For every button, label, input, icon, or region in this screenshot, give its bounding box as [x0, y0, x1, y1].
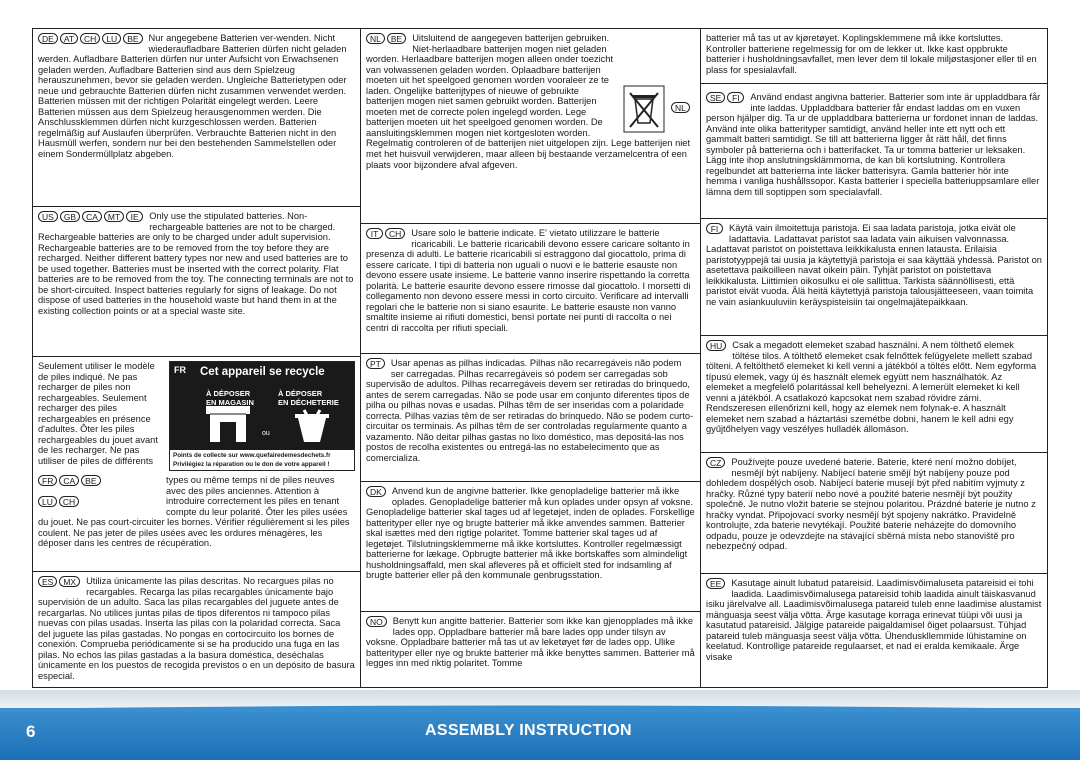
section-no-continued — [701, 29, 1047, 84]
country-badges-se — [706, 92, 746, 106]
section-ee — [701, 574, 1047, 689]
country-badge: CA — [59, 475, 79, 486]
country-badges-es — [38, 576, 82, 590]
country-badge: US — [38, 211, 58, 222]
country-badge: CH — [59, 496, 79, 507]
country-badges-it — [366, 228, 407, 242]
country-badge: SE — [706, 92, 725, 103]
country-badges-dk — [366, 486, 388, 500]
country-badge: IT — [366, 228, 383, 239]
country-badge: DE — [38, 33, 58, 44]
country-badge: NL — [366, 33, 385, 44]
country-badge: FI — [706, 223, 723, 234]
battery-instructions-frame — [32, 28, 1048, 688]
text-fr: Seulement utiliser le modèle de piles indiqué. Ne pas recharger de piles non rechargeables. Seulement recharger des piles rechargeables en présence d'adultes. Ôter les piles rechargeables du jouet avant de les recharger. Ne pas utiliser de piles de différents types ou même temps ni de piles neuves avec des piles anciennes. Attention à introduire correctement les piles en tenant compte du leur polarité. Ôter les piles usées du jouet. Ne pas court-circuiter les bornes. Vérifier régulièrement si les piles coulent. Ne pas jeter de piles usées avec les ordures ménagères, les déposer dans les centres de récupération. — [38, 361, 350, 549]
country-badge: IE — [126, 211, 143, 222]
fr-drop-store-1: À DÉPOSER — [206, 389, 251, 398]
text-se: Använd endast angivna batterier. Batterier som inte är uppladdbara får inte laddas. Uppladdbara batterier får endast laddas om en vuxen person hjälper dig. Ta ur de uppladdbara batterierna ur fordonet innan de laddas. Använd inte olika batterityper samtidigt, använd heller inte ett nytt och ett gammalt batteri samtidigt. Se till att batterierna ligger åt rätt håll, det finns symboler på batterierna och i batterifacket. Ta ur tomma batterier ur leksaken. Lägg inte ihop anslutningsklämmorna, de kan bli kortslutning. Kontrollera regelbundet att batterierna inte läcker batterisyra. Gamla batterier hör inte hemma i vanliga hushållssopor. Kasta batterier i speciella batteriuppsamlare eller lämna dem till soptippen som specialavfall. — [706, 92, 1041, 197]
country-badge: MX — [59, 576, 80, 587]
country-badge: CA — [82, 211, 102, 222]
country-badge: ES — [38, 576, 57, 587]
country-badge: CH — [80, 33, 100, 44]
country-badge: FR — [38, 475, 57, 486]
country-badge: BE — [123, 33, 142, 44]
country-badge: NL — [671, 102, 690, 113]
text-ee: Kasutage ainult lubatud patareisid. Laadimisvõimaluseta patareisid ei tohi laadida. Laadimisvõimalusega patareisid tohib laadida ainult täiskasvanud isiku järelvalve all. Laadimisvõimalusega patareid tuleb enne laadimise alustamist mänguasja seest välja võtta. Ärge kasutage korraga erinevat tüüpi või uusi ja kasutatud patareisid. Jälgige patareide paigaldamisel õiget polaarsust. Tühjad patareid tuleb mänguasja seest välja võtta. Ühenduskllemmide lühistamine on keelatud. Kontrollige patareide regulaarset, et nad ei eralda kemikaale. Ärge visake — [706, 578, 1042, 662]
text-cz: Používejte pouze uvedené baterie. Baterie, které není možno dobíjet, nesmějí být nabíjeny. Nabíjecí baterie smějí být nabíjeny pouze pod dohledem dospělých osob. Nabíjecí baterie musejí být před nabitím vyjmuty z hračky. Různé typy baterií nebo nové a použité baterie nesmějí být použity společně. Je nutno vložit baterie se stejnou polaritou. Prázdné baterie je nutno z hračky vyndat. Připojovací svorky nesmějí být spojeny nakrátko. Pravidelně kontrolujte, zda baterie nevytékají. Použité baterie neházejte do domovního odpadu, pouze je odevzdejte na stávající sběrná místa nebo stanoviště pro nebezpečný odpad. — [706, 457, 1036, 552]
section-cz — [701, 453, 1047, 574]
fr-drop-dump-2: EN DÉCHETERIE — [278, 398, 339, 407]
nl-battery-disposal-icon — [623, 85, 695, 133]
fr-collection-points: Points de collecte sur www.quefairedemesdechets.fr — [173, 452, 331, 459]
section-dk — [361, 482, 700, 612]
country-badge: CZ — [706, 457, 725, 468]
crossed-bin-icon — [623, 85, 665, 133]
column-right — [701, 29, 1047, 687]
section-nl — [361, 29, 700, 224]
country-badges-de — [38, 33, 145, 47]
section-it — [361, 224, 700, 354]
country-badges-cz — [706, 457, 727, 471]
fr-recycling-title: Cet appareil se recycle — [200, 366, 325, 378]
recycling-pictogram — [170, 384, 354, 450]
column-middle — [361, 29, 701, 687]
text-fi: Käytä vain ilmoitettuja paristoja. Ei saa ladata paristoja, jotka eivät ole ladattavia. Ladattavat paristot saa ladata vain aikuisen valvonnassa. Ladattavat paristot on poistettava leikkikalusta ennen latausta. Erilaisia paristotyyppejä tai uusia ja käytettyjä paristoja ei saa käyttää yhdessä. Paristot on asetettava paikoilleen navat oikein päin. Tyhjät paristot on poistettava leikkikalusta. Liittimien oikosulku ei ole sallittua. Tarkista säännöllisesti, että paristot eivät vuoda. Älä heitä käytettyjä paristoja talousjätteeseen, vaan toimita ne vain asiankuuluviin keräyspisteisiin tai ongelmajätepaikkaan. — [706, 223, 1042, 307]
country-badges-fi — [706, 223, 725, 237]
country-badges-pt — [366, 358, 387, 372]
text-it: Usare solo le batterie indicate. E' vietato utilizzare le batterie ricaricabili. Le batterie ricaricabili devono essere caricare soltanto in presenza di adulti. Le batterie ricaricabili si estraggono dal giocattolo, prima di essere caricate. I tipi di batteria non uguali o nuovi e le batterie esauste non devono essere usate insieme. Le batterie vanno inserire rispettando la corretta polarità. Le batterie esaurite devono essere rimosse dal giocattolo. I morsetti di collegamento non devono essere messi in corto circuito. Verificare ad intervalli regolari che le batterie non si siano esaurite. Le batterie esauste non vanno smaltite insieme ai rifiuti domestici, bensì portate nei punti di raccolta o nei centri di raccolta per rifiuti speciali. — [366, 228, 691, 333]
text-en: Only use the stipulated batteries. Non-rechargeable batteries are not to be charged. Rechargeable batteries are only to be charged under adult supervision. Rechargeable batteries are to be removed from the toy before they are recharged. Neither different battery types nor new and used batteries are to be used together. Batteries must be inserted with the correct polarity. Flat batteries are to be removed from the toy. The connecting terminals are not to be short-circuited. Inspect batteries regularly for signs of leakage. Do not dispose of used batteries in the household waste but hand them in at the existing collection points or at a special waste site. — [38, 211, 354, 316]
text-no-continued: batterier må tas ut av kjøretøyet. Koplingsklemmene må ikke kortsluttes. Kontroller batteriene regelmessig for om de lekker ut. Ikke kast oppbrukte batterier i husholdningsavfallet, men lever dem til lokale miljøstasjoner eller til en plass for spesialavfall. — [706, 33, 1037, 75]
section-de — [33, 29, 360, 207]
text-de: Nur angegebene Batterien ver-wenden. Nicht wiederaufladbare Batterien dürfen nicht geladen werden. Aufladbare Batterien dürfen nur unter Aufsicht von Erwachsenen geladen werden. Aufladbare Batterien sind aus dem Spielzeug herauszunehmen, bevor sie geladen werden. Ungleiche Batterietypen oder neue und gebrauchte Batterien dürfen nicht zusammen verwendet werden. Batterien müssen mit der richtigen Polarität eingelegt werden. Leere Batterien müssen aus dem Spielzeug herausgenommen werden. Die Anschlussklemmen dürfen nicht kurzgeschlossen werden. Batterien regelmäßig auf Auslaufen überprüfen. Verbrauchte Batterien nicht in den Hausmüll werfen, sondern nur bei den bestehenden Sammelstellen oder einem Sondermüllplatz abgeben. — [38, 33, 347, 160]
country-badge: MT — [104, 211, 124, 222]
country-badges-ee — [706, 578, 727, 592]
country-badge: LU — [38, 496, 57, 507]
text-es: Utiliza únicamente las pilas descritas. No recargues pilas no recargables. Recarga las pilas recargables únicamente bajo supervisión de un adulto. Saca las pilas recargables del juguete antes de recargarlas. No utilices juntas pilas de tipos diferentos ni tampoco pilas nuevas con pilas usadas. Inserta las pilas con la polaridad correcta. Saca del juguete las pilas gastadas. No pongas en cortocircuito los bornes de conexión. Comprueba periódicamente si se ha producido una fuga en las pilas. No echos las pilas gastadas a la basura doméstica, deséchalas únicamente en los puestos de recogida previstos o en un depósito de basura especial. — [38, 576, 355, 681]
country-badges-nl — [366, 33, 408, 47]
text-dk: Anvend kun de angivne batterier. Ikke genopladelige batterier må ikke oplades. Genopladelige batterier må kun oplades under opsyn af voksne. Genopladelige batterier skal tages ud af legetøjet, inden de oplades. Forskellige batterityper eller nye og brugte batterier må ikke anvendes sammen. Batterier skal isættes med den rigtige polaritet. Tomme batterier skal tages ud af legetøjet. Tilslutningsklemmerne må ikke kortsluttes. Kontroller regelmæssigt batterierne for lækage. Opbrugte batterier må ikke bortskaffes som almindeligt husholdningsaffald, men skal afleveres på et officielt sted for indsamling af brugte batterier eller på den kommunale genbrugsstation. — [366, 486, 695, 581]
fr-or: ou — [262, 430, 270, 437]
section-en — [33, 207, 360, 357]
country-badge: FI — [727, 92, 744, 103]
country-badge: AT — [60, 33, 78, 44]
section-no — [361, 612, 700, 689]
section-es — [33, 572, 360, 689]
fr-recycling-body — [170, 384, 354, 450]
country-badges-no — [366, 616, 389, 630]
section-fi — [701, 219, 1047, 336]
country-badges-en — [38, 211, 145, 225]
country-badges-hu — [706, 340, 728, 354]
country-badges-fr — [38, 475, 162, 511]
country-badge: DK — [366, 486, 386, 497]
recycle-bin-icon — [295, 410, 329, 442]
fr-drop-store-2: EN MAGASIN — [206, 398, 254, 407]
section-pt — [361, 354, 700, 482]
text-nl: Uitsluitend de aangegeven batterijen gebruiken. Niet-herlaadbare batterijen mogen niet geladen worden. Herlaadbare batterijen mogen alleen onder toezicht van volwassenen geladen worden. Oplaadbare batterijen moeten uit het speelgoed genomen worden vooraleer ze te laden. Ongelijke batterijtypes of nieuwe of gebruikte batterijen mogen niet samen gebruikt worden. Batterijen moeten met de correcte polen ingelegd worden. Lege batterijen moeten uit het speelgoed genomen worden. De aansluitingsklemmen mogen niet kortgesloten worden. Regelmatig controleren of de batterijen niet uitgelopen zijn. Lege batterijen niet met het huisvuil verwijderen, maar alleen bij bestaande verzamelcentra of een plaats voor bijzondere afval afgeven. — [366, 33, 691, 170]
store-icon — [206, 406, 250, 442]
fr-tag: FR — [174, 365, 186, 375]
country-badge: EE — [706, 578, 725, 589]
page-number: 6 — [26, 722, 36, 741]
fr-recycling-box — [169, 361, 355, 471]
country-badge: NO — [366, 616, 387, 627]
section-hu — [701, 336, 1047, 453]
text-hu: Csak a megadott elemeket szabad használni. A nem tölthető elemek töltése tilos. A tölthető elemeket csak felnőttek felügyelete mellett szabad tölteni. A feltölthető elemeket ki kell venni a játékból a töltés előtt. Nem egyforma típusú elemek, vagy új és használt elemek együtt nem használhatók. Az elemeket a megfelelő polaritással kell behelyezni. A lemerült elemeket ki kell venni a játékból. A csatlakozó kapcsokat nem szabad rövidre zárni. Rendszeresen ellenőrizni kell, hogy az elemek nem folynak-e. A használt elemeket nem szabad a háztartási szemétbe dobni, hanem le kell adni egy gyűjtőhelyen vagy veszélyes hulladék állomáson. — [706, 340, 1037, 435]
footer-title: ASSEMBLY INSTRUCTION — [425, 722, 632, 739]
fr-drop-dump-1: À DÉPOSER — [278, 389, 323, 398]
text-no: Benytt kun angitte batterier. Batterier som ikke kan gjenopplades må ikke lades opp. Oppladbare batterier må bare lades opp under tilsyn av voksne. Oppladbare batterier må tas ut av leketøyet før de lades opp. Ulike batterityper eller nye og brukte batterier må ikke benyttes sammen. Batterier må legges inn med riktig polaritet. Tomme — [366, 616, 695, 669]
country-badge: GB — [60, 211, 80, 222]
country-badge: BE — [81, 475, 100, 486]
country-badge: LU — [102, 33, 121, 44]
country-badge: PT — [366, 358, 385, 369]
section-fr — [33, 357, 360, 572]
column-left — [33, 29, 361, 687]
section-se — [701, 84, 1047, 219]
text-pt: Usar apenas as pilhas indicadas. Pilhas não recarregáveis não podem ser carregadas. Pilhas recarregáveis só podem ser carregadas sob supervisão de adultos. Pilhas recarregáveis devem ser retiradas do brinquedo, antes de serem carregadas. Não se pode usar em conjunto diferentes tipos de pilha ou pilhas novas e usadas. Pilhas têm de ser inseridas com a polaridade correcta. Pilhas vazias têm de ser retiradas do brinquedo. Não se podem curto-circuitar os terminais. As pilhas têm de ser controladas regularmente quanto a vazamento. Não deitar pilhas gastas no lixo doméstico, mas depositá-las nos postos de recolha existentes ou entregá-las no estabelecimento que as comercializa. — [366, 358, 694, 463]
country-badge: BE — [387, 33, 406, 44]
fr-recycling-header — [170, 362, 354, 384]
footer-wave — [0, 704, 1080, 712]
fr-repair-note: Privilégiez la réparation ou le don de votre appareil ! — [173, 461, 330, 468]
country-badge: HU — [706, 340, 726, 351]
country-badge: CH — [385, 228, 405, 239]
